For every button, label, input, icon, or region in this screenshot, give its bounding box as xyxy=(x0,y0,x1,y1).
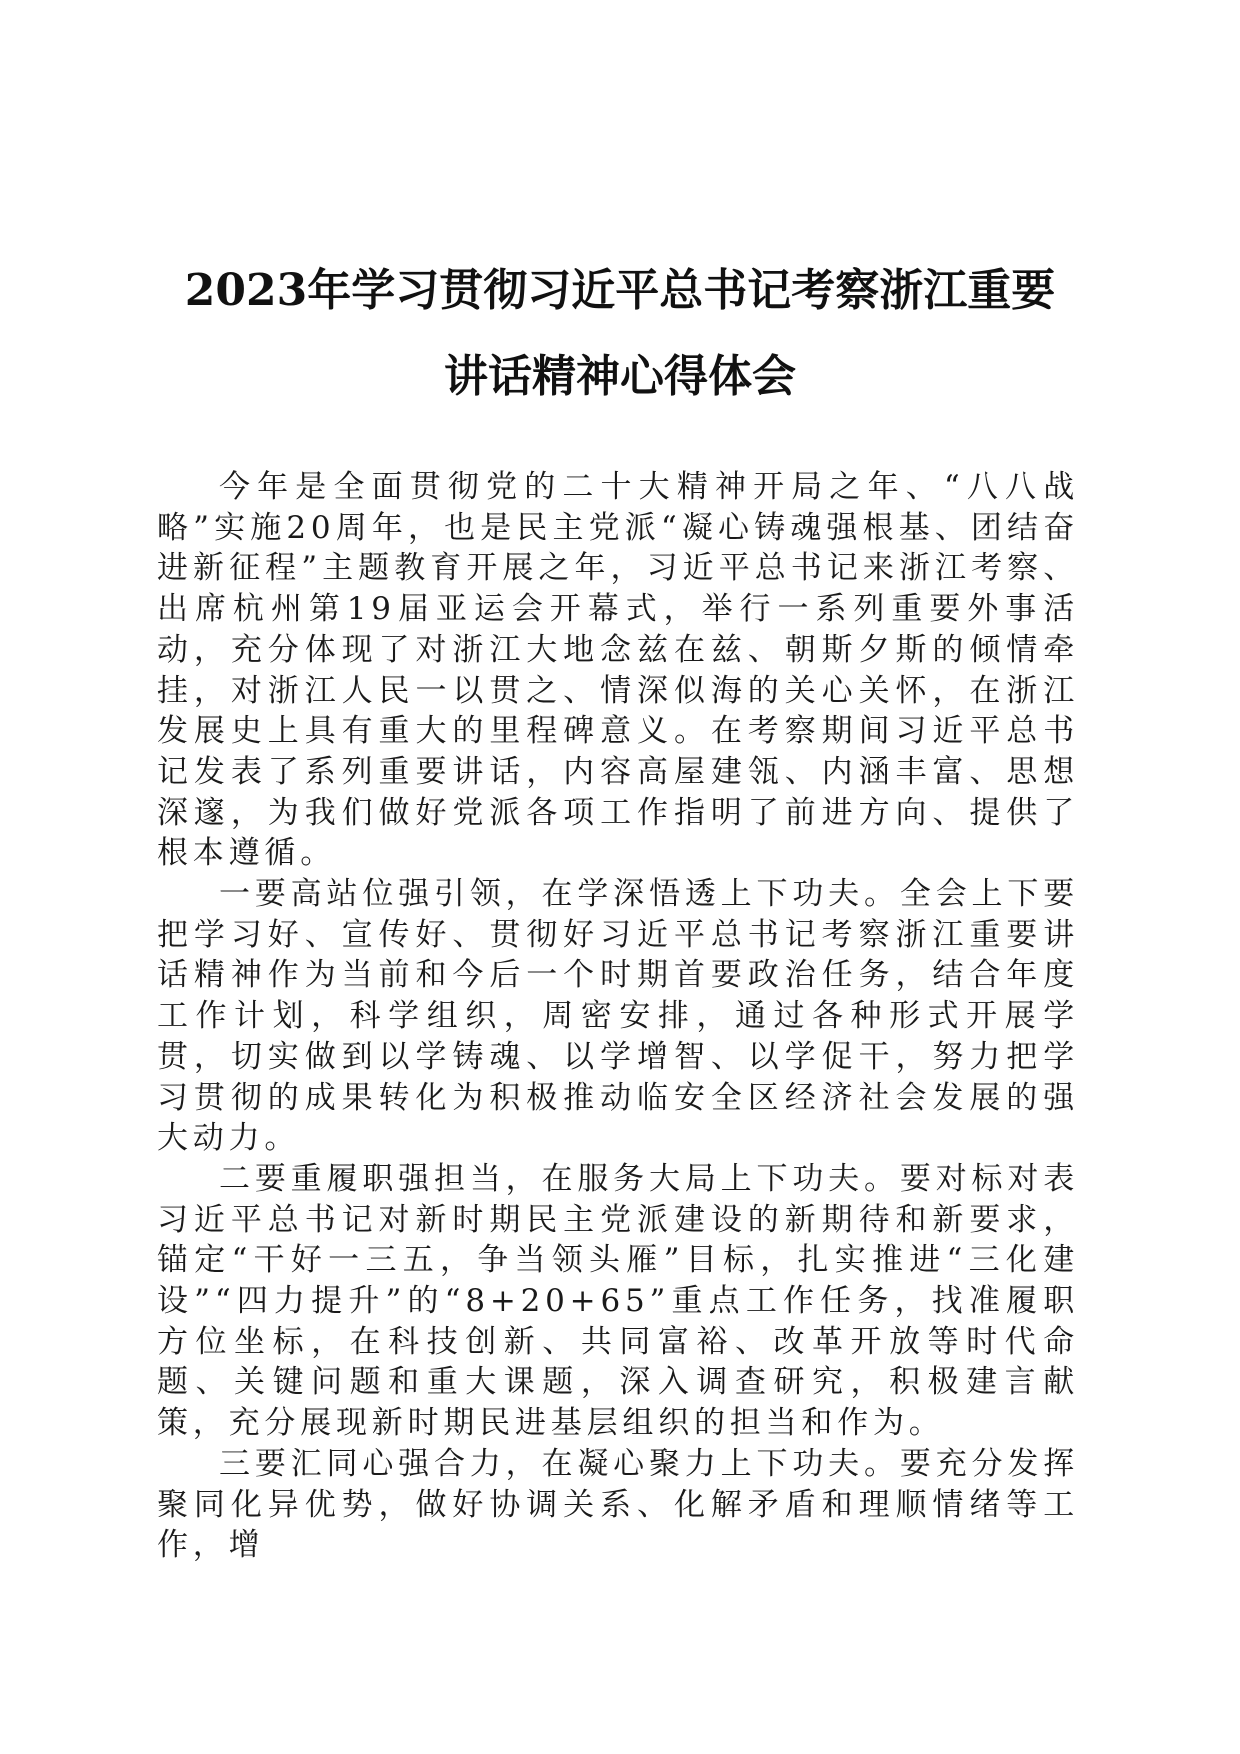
document-title xyxy=(150,248,1090,420)
paragraph-point-1: 一要高站位强引领，在学深悟透上下功夫。全会上下要把学习好、宣传好、贯彻好习近平总书记考察浙江重要讲话精神作为当前和今后一个时期首要政治任务，结合年度工作计划，科学组织，周密安排，通过各种形式开展学贯，切实做到以学铸魂、以学增智、以学促干，努力把学习贯彻的成果转化为积极推动临安全区经济社会发展的强大动力。 xyxy=(157,876,1079,1157)
paragraph-intro: 今年是全面贯彻党的二十大精神开局之年、“八八战略”实施20周年，也是民主党派“凝心铸魂强根基、团结奋进新征程”主题教育开展之年，习近平总书记来浙江考察、出席杭州第19届亚运会开幕式，举行一系列重要外事活动，充分体现了对浙江大地念兹在兹、朝斯夕斯的倾情牵挂，对浙江人民一以贯之、情深似海的关心关怀，在浙江发展史上具有重大的里程碑意义。在考察期间习近平总书记发表了系列重要讲话，内容高屋建瓴、内涵丰富、思想深邃，为我们做好党派各项工作指明了前进方向、提供了根本遵循。 xyxy=(157,469,1079,872)
paragraph-point-2: 二要重履职强担当，在服务大局上下功夫。要对标对表习近平总书记对新时期民主党派建设的新期待和新要求，锚定“干好一三五，争当领头雁”目标，扎实推进“三化建设”“四力提升”的“8+20+65”重点工作任务，找准履职方位坐标，在科技创新、共同富裕、改革开放等时代命题、关键问题和重大课题，深入调查研究，积极建言献策，充分展现新时期民进基层组织的担当和作为。 xyxy=(157,1160,1079,1442)
paragraph-point-3: 三要汇同心强合力，在凝心聚力上下功夫。要充分发挥聚同化异优势，做好协调关系、化解矛盾和理顺情绪等工作，增 xyxy=(157,1445,1079,1564)
title-line-2: 讲话精神心得体会 xyxy=(444,351,796,402)
title-line-1: 2023年学习贯彻习近平总书记考察浙江重要 xyxy=(184,265,1056,316)
document-body xyxy=(157,467,1079,1566)
